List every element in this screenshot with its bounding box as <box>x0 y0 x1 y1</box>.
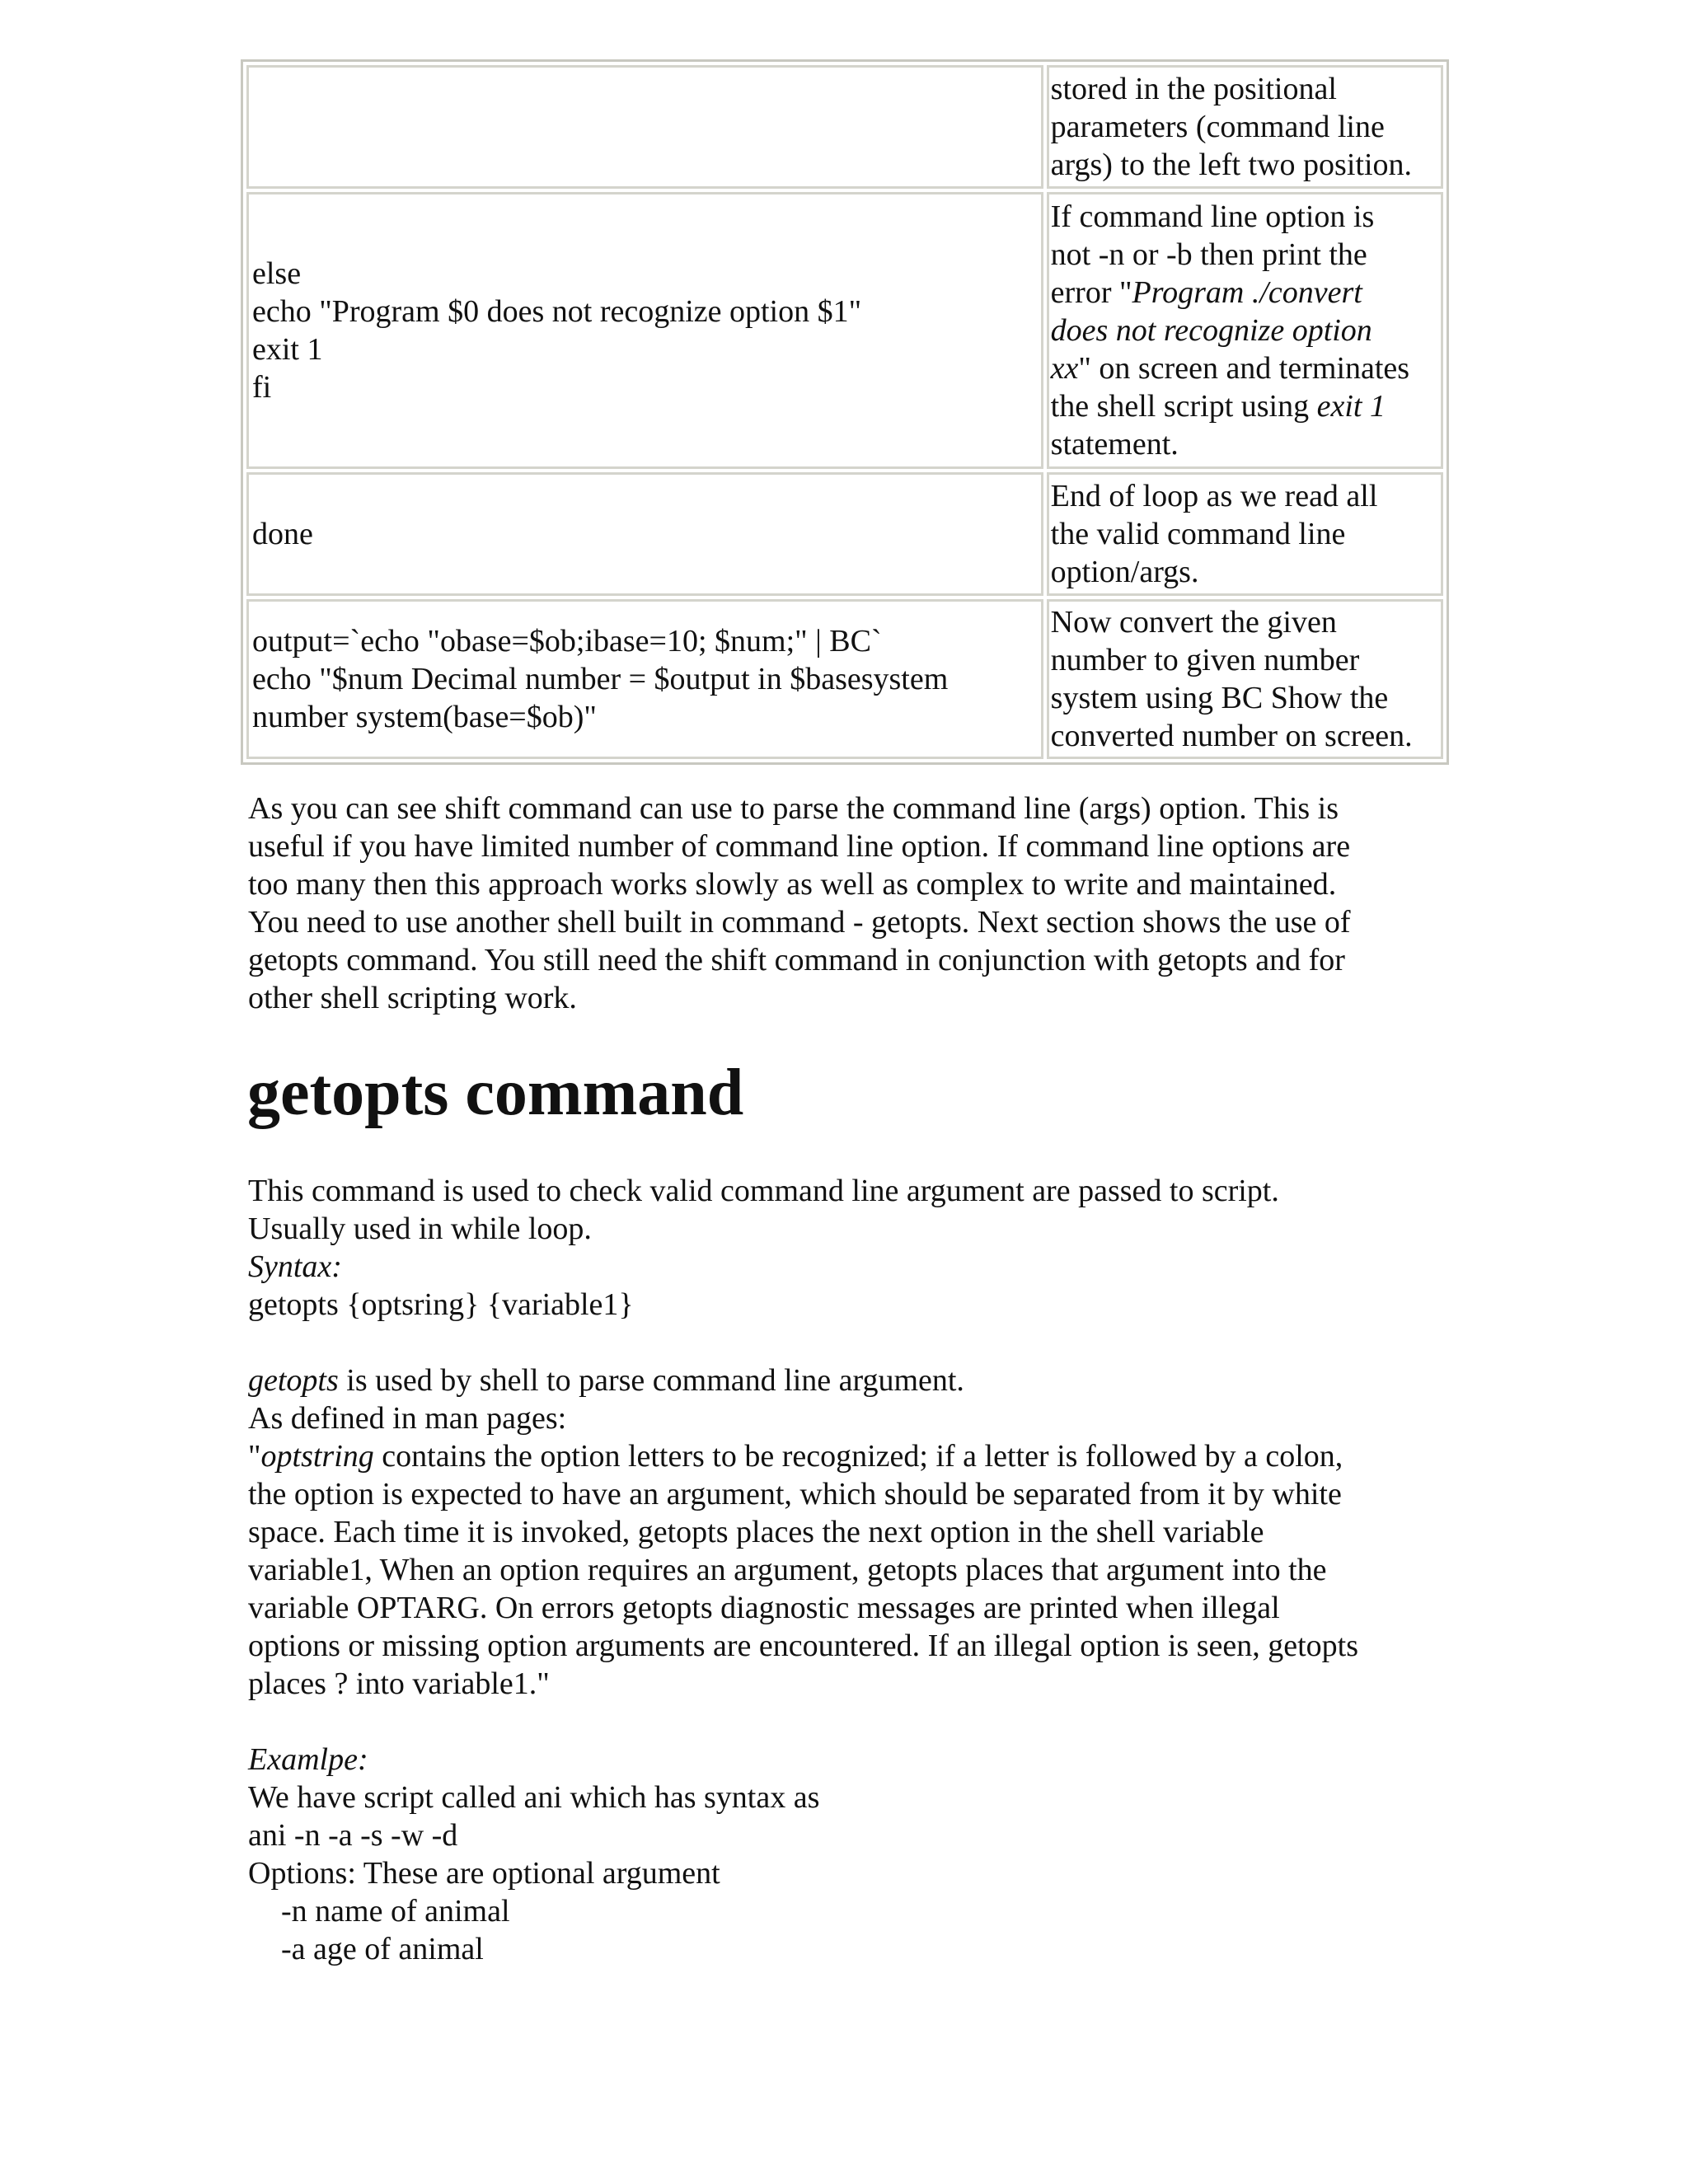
text-line: As defined in man pages: <box>248 1401 567 1436</box>
shift-summary-paragraph <box>248 790 1484 1017</box>
text-span: is used by shell to parse command line argument. <box>338 1363 964 1398</box>
desc-italic-text: does not recognize option <box>1050 313 1372 348</box>
code-line: done <box>252 517 313 551</box>
desc-italic-text: xx <box>1050 351 1079 386</box>
description-cell <box>1047 599 1443 759</box>
code-cell <box>246 65 1043 189</box>
text-line: getopts command. You still need the shift command in conjunction with getopts and for <box>248 943 1345 977</box>
option-line: -n name of animal <box>281 1894 510 1929</box>
code-line: echo "Program $0 does not recognize option $1" <box>252 294 862 329</box>
text-line: This command is used to check valid command line argument are passed to script. <box>248 1174 1279 1208</box>
desc-line <box>1051 387 1437 425</box>
code-line: output=`echo "obase=$ob;ibase=10; $num;" | BC` <box>252 624 882 658</box>
text-line: space. Each time it is invoked, getopts places the next option in the shell variable <box>248 1515 1264 1549</box>
desc-line: End of loop as we read all <box>1050 479 1378 513</box>
text-span: " <box>248 1439 261 1474</box>
description-cell <box>1047 65 1443 189</box>
script-explanation-table <box>241 59 1449 765</box>
text-line: the option is expected to have an argument, which should be separated from it by white <box>248 1477 1342 1511</box>
syntax-line: getopts {optsring} {variable1} <box>248 1287 634 1322</box>
code-line: echo "$num Decimal number = $output in $basesystem <box>252 662 949 696</box>
table-row <box>246 472 1443 596</box>
desc-line <box>1051 312 1437 349</box>
text-line: You need to use another shell built in command - getopts. Next section shows the use of <box>248 905 1351 940</box>
desc-line: statement. <box>1050 427 1179 462</box>
getopts-intro-paragraph <box>248 1172 1484 1324</box>
desc-line: stored in the positional <box>1050 72 1337 106</box>
text-line: variable1, When an option requires an argument, getopts places that argument into the <box>248 1553 1327 1587</box>
desc-line: parameters (command line <box>1050 110 1385 144</box>
desc-italic-text: Program ./convert <box>1132 275 1362 310</box>
code-cell <box>246 472 1043 596</box>
desc-text: the shell script using <box>1050 389 1317 424</box>
text-line: too many then this approach works slowly as well as complex to write and maintained. <box>248 867 1337 902</box>
text-line: variable OPTARG. On errors getopts diagnostic messages are printed when illegal <box>248 1591 1280 1625</box>
man-page-paragraph <box>248 1361 1484 1703</box>
italic-term: optstring <box>260 1439 374 1474</box>
description-cell <box>1047 472 1443 596</box>
table-row <box>246 192 1443 469</box>
desc-text: error " <box>1050 275 1132 310</box>
code-cell <box>246 192 1043 469</box>
example-label: Examlpe: <box>248 1742 368 1777</box>
text-line: options or missing option arguments are encountered. If an illegal option is seen, getopts <box>248 1629 1358 1663</box>
text-line: useful if you have limited number of command line option. If command line options are <box>248 829 1351 864</box>
text-line: ani -n -a -s -w -d <box>248 1818 458 1853</box>
desc-line: system using BC Show the <box>1050 681 1389 715</box>
text-line: Options: These are optional argument <box>248 1856 720 1891</box>
desc-line: If command line option is <box>1050 199 1375 234</box>
code-line: number system(base=$ob)" <box>252 700 597 734</box>
desc-italic-text: exit 1 <box>1316 389 1386 424</box>
desc-line: Now convert the given <box>1050 605 1337 640</box>
text-line <box>248 1437 1484 1475</box>
desc-line <box>1051 349 1437 387</box>
code-line: else <box>252 256 302 291</box>
table-row <box>246 65 1443 189</box>
text-line: As you can see shift command can use to parse the command line (args) option. This is <box>248 791 1339 826</box>
desc-line: args) to the left two position. <box>1050 148 1413 182</box>
option-line: -a age of animal <box>281 1932 484 1966</box>
syntax-label: Syntax: <box>248 1249 342 1284</box>
desc-line: option/args. <box>1050 555 1199 589</box>
desc-line: not -n or -b then print the <box>1050 237 1367 272</box>
code-line: fi <box>252 370 272 405</box>
text-line: places ? into variable1." <box>248 1666 550 1701</box>
text-line: Usually used in while loop. <box>248 1212 592 1246</box>
code-cell <box>246 599 1043 759</box>
text-line: We have script called ani which has syntax as <box>248 1780 820 1815</box>
text-line: other shell scripting work. <box>248 981 577 1015</box>
text-span: contains the option letters to be recognized; if a letter is followed by a colon, <box>373 1439 1343 1474</box>
desc-text: " on screen and terminates <box>1078 351 1410 386</box>
section-heading: getopts command <box>247 1057 744 1129</box>
table-row <box>246 599 1443 759</box>
desc-line <box>1051 274 1437 312</box>
desc-line: the valid command line <box>1050 517 1346 551</box>
description-cell <box>1047 192 1443 469</box>
desc-line: converted number on screen. <box>1050 719 1413 753</box>
italic-term: getopts <box>248 1363 339 1398</box>
desc-line: number to given number <box>1050 643 1360 677</box>
text-line <box>248 1361 1484 1399</box>
code-line: exit 1 <box>252 332 323 367</box>
example-paragraph <box>248 1741 1484 1968</box>
